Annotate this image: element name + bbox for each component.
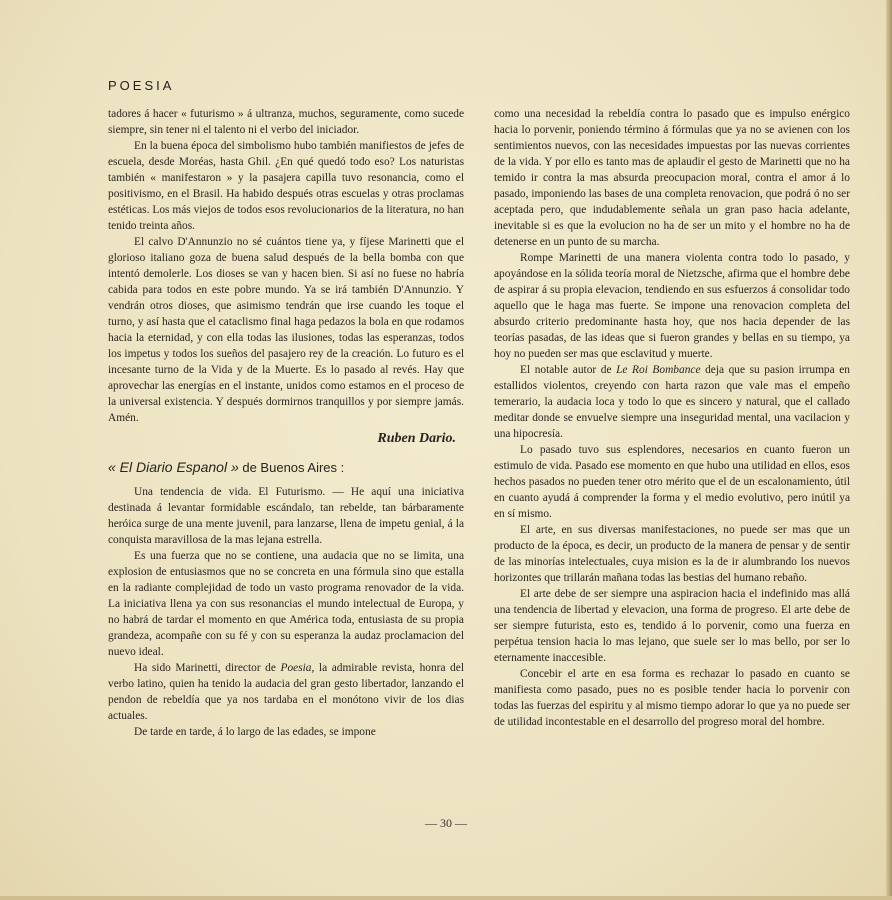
- paragraph: El calvo D'Annunzio no sé cuántos tiene ya, y fíjese Marinetti que el glorioso italiano goza de buena salud después de la bella bomba con que intentó demolerle. Los dioses se van y hacen bien. Si así no fuese no habría cabida para todos en este pobre mundo. Ya se irá también D'Annunzio. Y vendrán otros dioses, que asimismo tendrán que irse cuando les toque el turno, y así hasta que el cataclismo final haga pedazos la bola en que rodamos hacia la eternidad, y con ella todas las ilusiones, todas las esperanzas, todos los impetus y todos los sueños del pasajero rey de la creación. Lo futuro es el incesante turno de la Vida y de la Muerte. Es lo pasado al revés. Hay que aprovechar las energías en el instante, unidos como estamos en el proceso de la universal existencia. Y después dormirnos tranquillos y por siempre jamás. Amén.: [108, 236, 464, 424]
- paragraph: como una necesidad la rebeldía contra lo pasado que es impulso enérgico hacia lo porvenir, poniendo término á fórmulas que ya no se avienen con los sentimientos nuevos, con las necesidades impuestas por las nuevas corrientes de la vida. Y por ello es tanto mas de aplaudir el gesto de Marinetti que no ha temido ir contra la mas absurda preocupacion moral, contra el amor á lo pasado, imponiendo las bases de una completa renovacion, que podrá ó no ser aceptada pero, que indudablemente señala un gran paso hacia adelante, inevitable si es que la evolucion no ha de ser un mito y el hombre no ha de detenerse en un punto de su marcha.: [494, 108, 850, 248]
- paragraph: Rompe Marinetti de una manera violenta contra todo lo pasado, y apoyándose en la sólida teoría moral de Nietzsche, afirma que el hombre debe de aspirar á su propia elevacion, tendiendo en sus esfuerzos á consolidar todo aquello que le haga mas fuerte. Se impone una renovacion completa del absurdo criterio predominante hasta hoy, que nos hacia depender de las teorías pasadas, de las ideas que si fueron grandes y bellas en su tiempo, ya hoy no pueden ser mas que esclavitud y muerte.: [494, 252, 850, 360]
- right-column: [494, 106, 850, 730]
- text-run: El notable autor de: [520, 364, 617, 376]
- paragraph: El arte debe de ser siempre una aspiracion hacia el indefinido mas allá una tendencia de libertad y elevacion, una forma de progreso. El arte debe de ser siempre futurista, esto es, tendido á lo porvenir, como una fuerza en perpétua tension hacia lo mas lejano, que suele ser lo mas bello, por ser lo eternamente inaccesible.: [494, 588, 850, 664]
- source-name: « El Diario Espanol »: [108, 459, 239, 475]
- left-column: [108, 106, 464, 740]
- paragraph: [494, 362, 850, 442]
- paragraph: De tarde en tarde, á lo largo de las edades, se impone: [134, 726, 376, 738]
- text-run: , la admirable revista, honra del verbo latino, quien ha tenido la audacia del gran gesto libertador, lanzando el pendon de rebeldía que ya nos tardaba en el monótono vivir de los dias actuales.: [108, 662, 464, 722]
- page-edge: [886, 0, 892, 900]
- magazine-title: Poesia: [280, 662, 312, 674]
- paragraph: tadores á hacer « futurismo » á ultranza, muchos, seguramente, como sucede siempre, sin tener ni el talento ni el verbo del iniciador.: [108, 108, 464, 136]
- paragraph: Concebir el arte en esa forma es rechazar lo pasado en cuanto se manifiesta como pasado, pues no es posible tender hacia lo porvenir con todas las fuerzas del espiritu y al mismo tiempo adorar lo que ya no puede ser de utilidad incontestable en el desarrollo del progreso moral del hombre.: [494, 668, 850, 728]
- paragraph: [108, 660, 464, 724]
- running-header: POESIA: [108, 78, 175, 93]
- page-bottom-edge: [0, 896, 892, 900]
- text-run: deja que su pasion irrumpa en estallidos violentos, creyendo con harta razon que vale mas el empeño temerario, la audacia loca y todo lo que es sincero y natural, que el callado meditar donde se envuelve siempre una inseguridad mental, una vacilacion y una hipocresía.: [494, 364, 850, 440]
- signature: Ruben Dario.: [377, 431, 456, 446]
- paragraph: En la buena época del simbolismo hubo también manifiestos de jefes de escuela, desde Moréas, hasta Ghil. ¿En qué quedó todo eso? Los naturistas también « manifestaron » y la pasajera capilla tuvo resonancia, como el positivismo, en el Brasil. Ha habido después otras escuelas y otras proclamas estéticas. Los más viejos de todos esos revolucionarios de la literatura, no han tenido treinta años.: [108, 140, 464, 232]
- paragraph: El arte, en sus diversas manifestaciones, no puede ser mas que un producto de la época, es decir, un producto de la manera de pensar y de sentir de las minorías intelectuales, cuya mision es la de ir alumbrando los nuevos horizontes que trillarán mañana todas las bestias del humano rebaño.: [494, 524, 850, 584]
- page-number: — 30 —: [425, 816, 467, 830]
- paragraph: Una tendencia de vida. El Futurismo. — He aquí una iniciativa destinada á levantar formidable escándalo, tan rebelde, tan bárbaramente heróica surge de una mente juvenil, para lanzarse, llena de impetu genial, á la conquista maravillosa de la mas lejana estrella.: [108, 486, 464, 546]
- source-heading: [108, 458, 464, 478]
- paragraph: Es una fuerza que no se contiene, una audacia que no se limita, una explosion de entusiasmos que no se concreta en una fórmula sino que estalla en la radiante complejidad de todo un vasto programa renovador de la vida. La iniciativa llena ya con sus resonancias el mundo intelectual de Europa, y no habrá de tardar el momento en que América toda, entusiasta de su propia grandeza, acompañe con su fé y con su esperanza la audaz proclamacion del nuevo ideal.: [108, 550, 464, 658]
- book-title: Le Roi Bombance: [616, 364, 701, 376]
- source-location: de Buenos Aires :: [238, 460, 345, 475]
- paragraph: Lo pasado tuvo sus esplendores, necesarios en cuanto fueron un estimulo de vida. Pasado ese momento en que hubo una utilidad en ellos, esos hechos pasados no pueden tener otro mérito que el de un escalonamiento, útil en cuanto ayudá á comprender la forma y el medio evolutivo, pero inútil ya en sí mismo.: [494, 444, 850, 520]
- text-run: Ha sido Marinetti, director de: [134, 662, 281, 674]
